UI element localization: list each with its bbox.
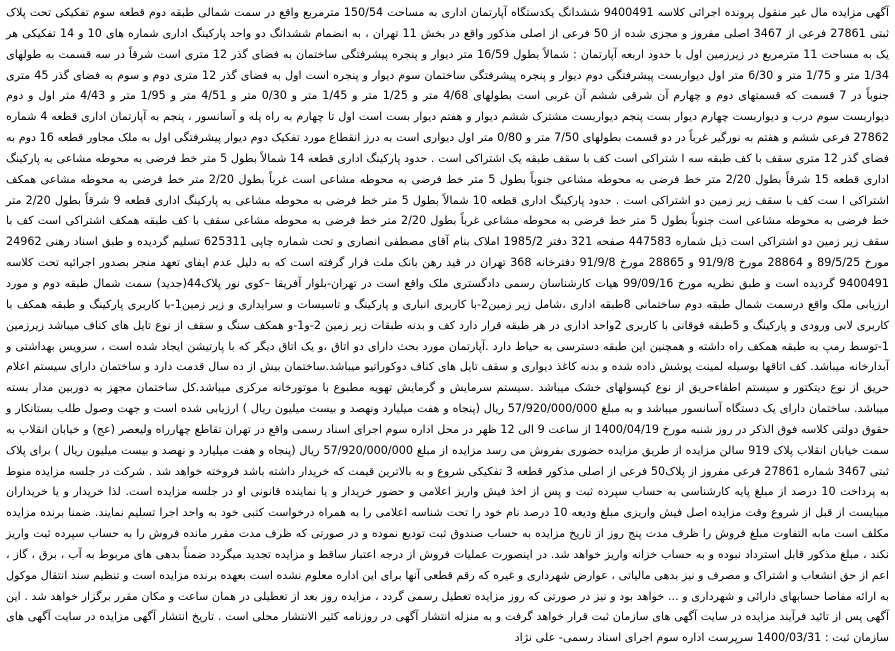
notice-body-text: آگهی مزایده مال غیر منقول پرونده اجرائی کلاسه 9400491 ششدانگ یکدستگاه آپارتمان اداری به مساحت 150/54 مترمربع واقع در سمت شمالی طبقه دوم قطعه سوم تفکیکی تحت پلاک ثبتی 27861 فرعی از 3467 اصلی مفروز و مجزی شده از 50 فرعی از اصلی مذکور واقع در بخش 11 تهران ، به انضمام ششدانگ دو واحد پارکینگ اداری شماره های 10 و 14 تفکیکی هر یک به مساحت 11 مترمربع در زیرزمین اول با حدود اربعه آپارتمان : شمالاً بطول 16/59 متر دیوار و پنجره پیشرفتگی ساختمان به فضای گذر 12 متری است شرقاً در سه قسمت به طولهای 1/34 متر و 1/75 متر و 6/30 متر اول دیواربست پیشرفتگی دوم دیوار و پنجره پیشرفتگی ساختمان سوم دیوار و پنجره است اول به فضای گذر 12 متری دوم و سوم به فضای گذر 45 متری جنوباً در 7 قسمت که قسمتهای دوم و چهارم آن شرقی ششم آن غربی است بطولهای 4/68 متر و 1/25 متر و 1/45 متر و 0/30 متر و 4/51 متر و 1/95 متر و 4/43 متر اول و دوم دیواربست سوم درب و دیواربست چهارم دیوار بست پنجم دیواربست مشترک ششم دیوار و هفتم دیوار بست است اول تا چهارم به راه پله و آسانسور ، پنجم به آپارتمان اداری قطعه 4 شماره 27862 فرعی ششم و هفتم به نورگیر غرباً در دو قسمت بطولهای 7/50 متر و 0/80 متر اول دیواری است به درز انقطاع مورد تفکیک دوم دیوار پیشرفتگی اول به ملک مجاور قطعه 16 دوم به فضای گذر 12 متری سقف با کف طبقه سه ا شتراکی است کف با سقف طبقه یک اشتراکی است . حدود پارکینگ اداری قطعه 14 شمالاً بطول 5 متر خط فرضی به محوطه مشاعی به پارکینگ اداری قطعه 15 شرقاً بطول 2/20 متر خط فرضی به محوطه مشاعی جنوباً بطول 5 متر خط فرضی به محوطه مشاعی است غرباً بطول 2/20 متر خط فرضی به محوطه مشاعی همکف اشتراکی ا ست کف با سقف زیر زمین دو اشتراکی است . حدود پارکینگ اداری قطعه 10 شمالاً بطول 5 متر خط فرضی به محوطه مشاعی به پارکینگ اداری قطعه 9 شرقاً بطول 2/20 متر خط فرضی به محوطه مشاعی است جنوباً بطول 5 متر خط فرضی به محوطه مشاعی غرباً بطول 2/20 متر خط فرضی به محوطه مشاعی سقف با کف طبقه همکف اشتراکی است کف با سقف زیر زمین دو اشتراکی است ذیل شماره 447583 صفحه 321 دفتر 1985/2 املاک بنام آقای مصطفی انصاری و تحت شماره چاپی 625311 تسلیم گردیده و طبق اسناد رهنی 24962 مورخ 89/5/25 و 28864 مورخ 91/9/8 و 28865 مورخ 91/9/8 دفترخانه 368 تهران در قید رهن بانک ملت قرار گرفته است که به دلیل عدم ایفای تعهد منجر بصدور اجرائیه تحت کلاسه 9400491 گردیده است و طبق نظریه مورخ 99/09/16 هیات کارشناسان رسمی دادگستری ملک واقع است در تهران-بلوار آفریقا –کوی نور پلاک44(جدید) سمت شمال طبقه دوم و مورد ارزیابی ملک واقع درسمت شمال طبقه دوم ساختمانی 8طبقه اداری ،شامل زیر زمین2-با کاربری انباری و پارکینگ و تاسیسات و سرایداری و زیر زمین1-با کاربری پارکینگ و طبقه همکف با کاربری لابی ورودی و پارکینگ و 5طبقه فوقانی با کاربری 2واحد اداری در هر طبقه قرار دارد کف و بدنه طبقات زیر زمین 2-و1-و همکف سنگ و سقف از نوع تایل های کناف میباشد زیرزمین 1-توسط رمپ به طبقه همکف راه داشته و همچنین این طبقه دسترسی به حیاط دارد .آپارتمان مورد بحث دارای دو اتاق ،و یک اتاق دیگر که با پارتیشن ایجاد شده است ، سرویس بهداشتی و آبدارخانه میباشد. کف اتاقها بوسیله لمینت پوشش داده شده و بدنه کاغذ دیواری و سقف تایل های کناف دوکوراتیو میباشد.ساختمان بیش از ده سال قدمت دارد و ساختمان دارای سیستم اعلام حریق از نوع دیتکتور و سیستم اطفاءحریق از نوع کپسولهای خشک میباشد .سیستم سرمایش و گرمایش تهویه مطبوع با موتورخانه مرکزی میباشد.کل ساختمان مجهز به دوربین مدار بسته میباشد. ساختمان دارای یک دستگاه آسانسور میباشد و به مبلغ 57/920/000/000 ریال (پنجاه و هفت میلیارد ونهصد و بیست میلیون ریال ) ارزیابی شده است و جهت وصول طلب بستانکار و حقوق دولتی کلاسه فوق الذکر در روز شنبه مورخ 1400/04/19 از ساعت 9 الی 12 ظهر در محل اداره سوم اجرای اسناد رسمی واقع در تهران تقاطع چهارراه ولیعصر (عج) و خیابان انقلاب به سمت خیابان انقلاب پلاک 919 سالن مزایده از طریق مزایده حضوری بفروش می رسد مزایده از مبلغ 57/920/000/000 ریال (پنجاه و هفت میلیارد و نهصد و بیست میلیون ریال ) برای پلاک ثبتی 3467 شماره 27861 فرعی مفروز از پلاک50 فرعی از اصلی مذکور قطعه 3 تفکیکی شروع و به بالاترین قیمت که خریدار داشته باشد فروخته خواهد شد . شرکت در جلسه مزایده منوط به پرداخت 10 درصد از مبلغ پایه کارشناسی به حساب سپرده ثبت و پس از اخذ فیش واریز اعلامی و حضور خریدار و یا نماینده قانونی او در جلسه مزایده است. لذا خریدار و یا خریداران میبایست از قبل از شروع وقت مزایده اصل فیش واریزی مبلغ ودیعه 10 درصد نام خود را تحت شناسه اعلامی را به همراه درخواست کتبی خود به واحد اجرا تسلیم نمایند. ضمنا برنده مزایده مکلف است مابه التفاوت مبلغ فروش را ظرف مدت پنج روز از تاریخ مزایده به حساب صندوق ثبت تودیع نموده و در صورتی که ظرف مدت مقرر مانده فروش را به حساب سپرده ثبت واریز نکند ، مبلغ مذکور قابل استرداد نبوده و به حساب خزانه واریز خواهد شد. در اینصورت عملیات فروش از درجه اعتبار ساقط و مزایده تجدید میگردد ضمناً بدهی های مربوط به آب ، برق ، گاز ، اعم از حق انشعاب و اشتراک و مصرف و نیز بدهی مالیاتی ، عوارض شهرداری و غیره که رقم قطعی آنها برای این اداره معلوم نشده است بعهده برنده مزایده است و تنظیم سند انتقال موکول به ارائه مفاصا حسابهای دارائی و شهرداری و ... خواهد بود و نیز در صورتی که روز مزایده تعطیل رسمی گردد ، مزایده روز بعد از تعطیلی در همان ساعت و مکان مقرر برگزار خواهد شد . این آگهی پس از تائید فرآیند مزایده در سایت آگهی های سازمان ثبت قرار خواهد گرفت و به منزله انتشار آگهی در روزنامه کثیر الانتشار محلی است . تاریخ انتشار آگهی مزایده در سایت آگهی های سازمان ثبت : 1400/03/31 سرپرست اداره سوم اجرای اسناد رسمی- علی نژاد [6,6,890,645]
